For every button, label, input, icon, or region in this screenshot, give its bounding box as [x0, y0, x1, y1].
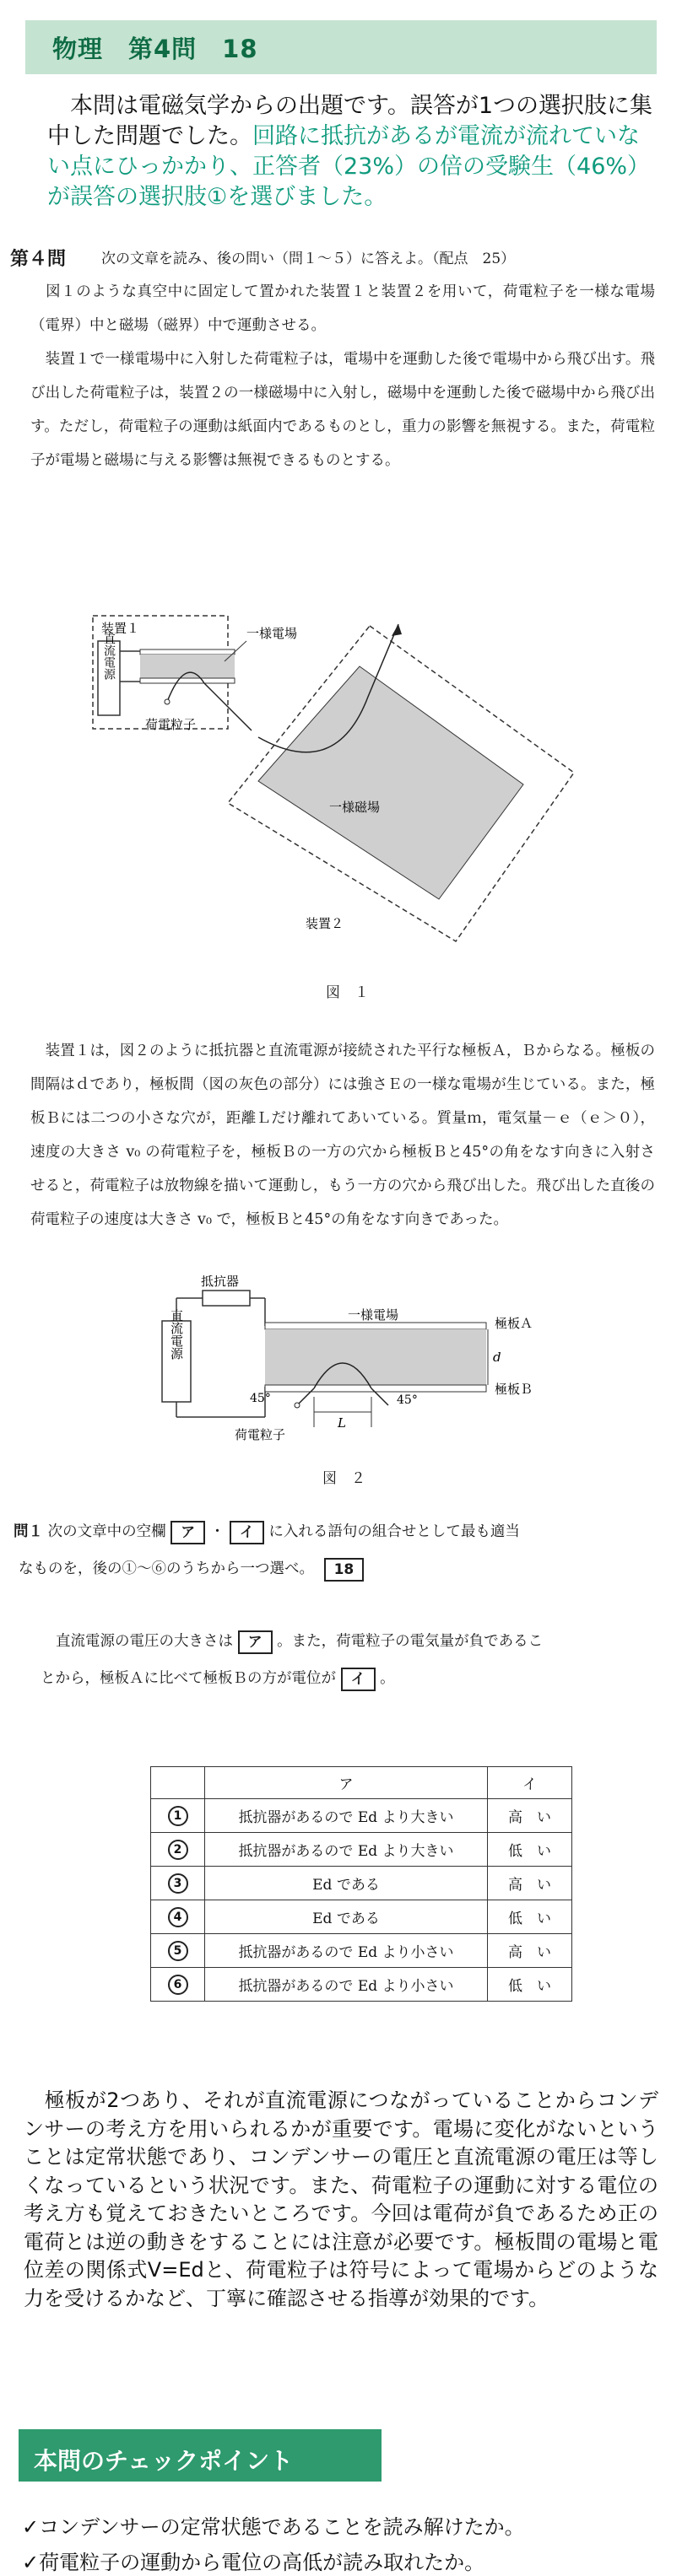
fig2-L-label: L — [338, 1415, 346, 1431]
table-header-no — [151, 1767, 205, 1799]
q1-sentence-2 — [41, 1667, 395, 1691]
fig1-magnetic-area — [258, 666, 523, 899]
figure-2-caption: 図 ２ — [322, 1470, 365, 1487]
sentence-blank-a: ア — [238, 1630, 273, 1654]
fig1-plate-top — [140, 649, 235, 655]
checkpoint-item: ✓荷電粒子の運動から電位の高低が読み取れたか。 — [22, 2551, 485, 2574]
fig2-angle-right: 45° — [397, 1393, 418, 1407]
fig2-d-label: d — [493, 1350, 501, 1365]
fig1-dc-label: 直流電源 — [102, 633, 116, 680]
checkpoint-title: 本問のチェックポイント — [34, 2447, 294, 2475]
choice-a-cell: 抵抗器があるので Ed より小さい — [205, 1934, 488, 1968]
choice-number: 2 — [168, 1840, 188, 1860]
device2-label: 装置２ — [306, 916, 344, 931]
intro-text — [47, 91, 655, 213]
choice-a-cell: 抵抗器があるので Ed より大きい — [205, 1799, 488, 1833]
table-row — [151, 1968, 572, 2002]
choice-number: 6 — [168, 1975, 188, 1995]
table-row — [151, 1833, 572, 1867]
table-row — [151, 1934, 572, 1968]
choices-table — [150, 1766, 572, 2002]
blank-i-box: イ — [230, 1521, 264, 1544]
fig2-angle-left: 45° — [250, 1392, 271, 1405]
exam-paragraph-2: 装置１で一様電場中に入射した荷電粒子は，電場中を運動した後で電場中から飛び出す。飛び出した荷電粒子は，装置２の一様磁場中に入射し，磁場中を運動した後で磁場中から飛び出す。ただし，荷電粒子の運動は紙面内であるものとし，重力の影響を無視する。また，荷電粒子が電場と磁場に与える影響は無視できるものとする。 — [30, 351, 655, 469]
q1-sent2-b: 。 — [380, 1670, 395, 1687]
figure-1 — [68, 604, 608, 975]
q1-line2-text: なものを，後の①〜⑥のうちから一つ選べ。 — [19, 1560, 314, 1577]
fig1-plate-bottom — [140, 678, 235, 683]
fig2-particle — [295, 1403, 300, 1408]
blank-a-box: ア — [170, 1521, 205, 1544]
page-title: 物理 第4問 18 — [52, 35, 258, 63]
question-heading: 第４問 — [10, 249, 67, 270]
table-row — [151, 1867, 572, 1900]
q1-text-b: に入れる語句の組合せとして最も適当 — [268, 1523, 520, 1540]
exam-paragraph-3: 装置１は，図２のように抵抗器と直流電源が接続された平行な極板Ａ，Ｂからなる。極板の間隔はｄであり，極板間（図の灰色の部分）には強さＥの一様な電場が生じている。また，極板Ｂには二つの小さな穴が，距離Ｌだけ離れてあいている。質量ｍ，電気量－ｅ（ｅ＞０），速度の大きさ v₀ の荷電粒子を，極板Ｂの一方の穴から極板Ｂと45°の角をなす向きに入射させると，荷電粒子は放物線を描いて運動し，もう一方の穴から飛び出した。飛び出した直後の荷電粒子の速度は大きさ v₀ で，極板Ｂと45°の角をなす向きであった。 — [30, 1043, 655, 1228]
choice-number: 5 — [168, 1941, 188, 1961]
choice-i-cell: 高 い — [488, 1934, 572, 1968]
exam-paragraph-1: 図１のような真空中に固定して置かれた装置１と装置２を用いて，荷電粒子を一様な電場（電界）中と磁場（磁界）中で運動させる。 — [30, 283, 655, 334]
q1-sentence-1 — [56, 1630, 543, 1654]
q1-sep: ・ — [209, 1523, 225, 1540]
fig1-magnetic-label: 一様磁場 — [328, 800, 381, 815]
choice-i-cell: 低 い — [488, 1833, 572, 1867]
q1-sent1-b: 。また，荷電粒子の電気量が負であるこ — [277, 1633, 544, 1650]
device1-label: 装置１ — [101, 621, 140, 636]
choice-number: 3 — [168, 1873, 188, 1894]
fig2-plate-a — [265, 1323, 486, 1329]
choice-a-cell: 抵抗器があるので Ed より大きい — [205, 1833, 488, 1867]
q1-label: 問１ — [14, 1523, 43, 1540]
fig2-field-label: 一様電場 — [348, 1307, 399, 1323]
choice-number: 4 — [168, 1907, 188, 1927]
q1-line-1 — [14, 1520, 520, 1544]
q1-text-a: 次の文章中の空欄 — [47, 1523, 166, 1540]
fig2-plate-a-label: 極板Ａ — [495, 1316, 533, 1331]
choice-number: 1 — [168, 1806, 188, 1826]
fig2-resistor — [203, 1291, 250, 1306]
choice-a-cell: Ed である — [205, 1867, 488, 1900]
choice-i-cell: 低 い — [488, 1900, 572, 1934]
fig1-field-area — [140, 655, 235, 678]
answer-number-box: 18 — [324, 1558, 365, 1582]
fig1-particle — [165, 699, 170, 704]
fig2-particle-label: 荷電粒子 — [235, 1427, 286, 1442]
fig1-particle-label: 荷電粒子 — [145, 717, 197, 732]
fig2-plate-b-label: 極板Ｂ — [495, 1382, 533, 1397]
explanation-text: 極板が2つあり、それが直流電源につながっていることからコンデンサーの考え方を用いられるかが重要です。電場に変化がないということは定常状態であり、コンデンサーの電圧と直流電源の電圧は等しくなっているという状況です。また、荷電粒子の運動に対する電位の考え方も覚えておきたいところです。今回は電荷が負であるため正の電荷とは逆の動きをすることには注意が必要です。極板間の電場と電位差の関係式V=Edと、荷電粒子は符号によって電場からどのような力を受けるかなど、丁寧に確認させる指導が効果的です。 — [24, 2088, 658, 2310]
table-header-i: イ — [488, 1767, 572, 1799]
choice-i-cell: 低 い — [488, 1968, 572, 2002]
choice-i-cell: 高 い — [488, 1867, 572, 1900]
table-row — [151, 1900, 572, 1934]
q1-sent2-a: とから，極板Ａに比べて極板Ｂの方が電位が — [41, 1670, 336, 1687]
figure-2 — [150, 1275, 547, 1486]
table-row — [151, 1799, 572, 1833]
sentence-blank-i: イ — [341, 1668, 376, 1691]
intro-text-plain: 本問は電磁気学からの出題です。誤答が1つの選択肢に集中した問題でした。 — [47, 93, 653, 149]
q1-sent1-a: 直流電源の電圧の大きさは — [56, 1633, 233, 1650]
intro-text-highlight: 回路に抵抗があるが電流が流れていない点にひっかかり、正答者（23%）の倍の受験生（46%）が誤答の選択肢①を選びました。 — [47, 123, 651, 210]
checkpoint-item: ✓コンデンサーの定常状態であることを読み解けたか。 — [22, 2515, 525, 2539]
fig2-dc-label: 直流電源 — [169, 1309, 184, 1360]
figure-1-caption: 図 １ — [326, 984, 369, 1001]
choice-i-cell: 高 い — [488, 1799, 572, 1833]
fig2-field-area — [265, 1329, 486, 1385]
table-header-row — [151, 1767, 572, 1799]
q1-line-2 — [19, 1557, 364, 1582]
choice-a-cell: Ed である — [205, 1900, 488, 1934]
fig2-plate-b — [265, 1385, 486, 1392]
table-header-a: ア — [205, 1767, 488, 1799]
fig2-resistor-label: 抵抗器 — [201, 1275, 240, 1289]
fig1-field-label: 一様電場 — [246, 626, 298, 641]
question-instruction: 次の文章を読み、後の問い（問１〜５）に答えよ。（配点 25） — [101, 251, 516, 267]
choice-a-cell: 抵抗器があるので Ed より小さい — [205, 1968, 488, 2002]
